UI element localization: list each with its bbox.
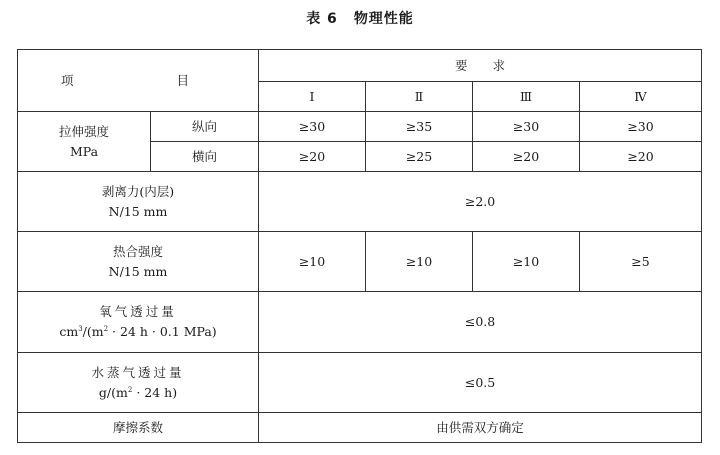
header-item-cell [18,50,259,112]
tensile-longitudinal-grade-2: ≥35 [366,112,473,142]
heat-seal-grade-2: ≥10 [366,232,473,292]
table-number: 表 6 [306,11,338,27]
table-title [0,8,720,30]
oxygen-transmission-name: 氧气透过量 [99,304,177,319]
heat-seal-name: 热合强度 [113,243,164,259]
oxygen-unit-part-a: cm [59,324,79,339]
water-vapor-value: ≤0.5 [259,353,702,413]
header-item-label: 项 目 [61,72,216,88]
oxygen-unit-part-c: · 24 h · 0.1 MPa) [108,324,217,339]
tensile-transverse-grade-1: ≥20 [259,142,366,172]
grade-4-header: Ⅳ [580,82,702,112]
header-requirement-label: 要 求 [455,57,506,73]
grade-2-header: Ⅱ [366,82,473,112]
peel-force-unit: N/15 mm [108,203,168,219]
water-vapor-name: 水蒸气透过量 [91,364,185,380]
water-vapor-unit-part-a: g/(m [98,384,128,400]
water-vapor-unit-part-b: · 24 h) [132,384,178,400]
peel-force-name: 剥离力(内层) [101,183,175,199]
oxygen-transmission-value: ≤0.8 [259,292,702,353]
tensile-transverse-grade-2: ≥25 [366,142,473,172]
table-title-text: 物理性能 [353,11,414,27]
heat-seal-grade-4: ≥5 [580,232,702,292]
grade-3-header: Ⅲ [473,82,580,112]
tensile-transverse-grade-3: ≥20 [473,142,580,172]
tensile-strength-cell [18,112,151,172]
longitudinal-label: 纵向 [151,112,259,142]
water-vapor-unit-sup: 2 [127,385,133,394]
oxygen-transmission-cell [18,292,259,353]
friction-coefficient-label: 摩擦系数 [18,413,259,443]
peel-force-value: ≥2.0 [259,172,702,232]
heat-seal-cell [18,232,259,292]
table-row-friction [18,413,702,443]
tensile-longitudinal-grade-1: ≥30 [259,112,366,142]
header-row-requirement [18,50,702,82]
grade-1-header: Ⅰ [259,82,366,112]
table-row-water-vapor [18,353,702,413]
table-row-tensile-longitudinal [18,112,702,142]
oxygen-unit-sup-b: 2 [103,324,109,333]
physical-properties-table [17,49,702,443]
transverse-label: 横向 [151,142,259,172]
tensile-longitudinal-grade-3: ≥30 [473,112,580,142]
header-requirement-cell [259,50,702,82]
table-row-oxygen [18,292,702,353]
tensile-strength-unit: MPa [69,143,99,159]
heat-seal-grade-1: ≥10 [259,232,366,292]
friction-coefficient-value: 由供需双方确定 [259,413,702,443]
oxygen-transmission-unit [18,322,258,342]
tensile-transverse-grade-4: ≥20 [580,142,702,172]
water-vapor-unit [18,383,258,403]
table-row-heat-seal [18,232,702,292]
heat-seal-grade-3: ≥10 [473,232,580,292]
oxygen-unit-sup-a: 3 [78,324,83,333]
water-vapor-cell [18,353,259,413]
peel-force-cell [18,172,259,232]
table-row-peel [18,172,702,232]
tensile-strength-name: 拉伸强度 [58,123,109,139]
oxygen-unit-part-b: /(m [82,324,104,339]
tensile-longitudinal-grade-4: ≥30 [580,112,702,142]
heat-seal-unit: N/15 mm [108,263,168,279]
